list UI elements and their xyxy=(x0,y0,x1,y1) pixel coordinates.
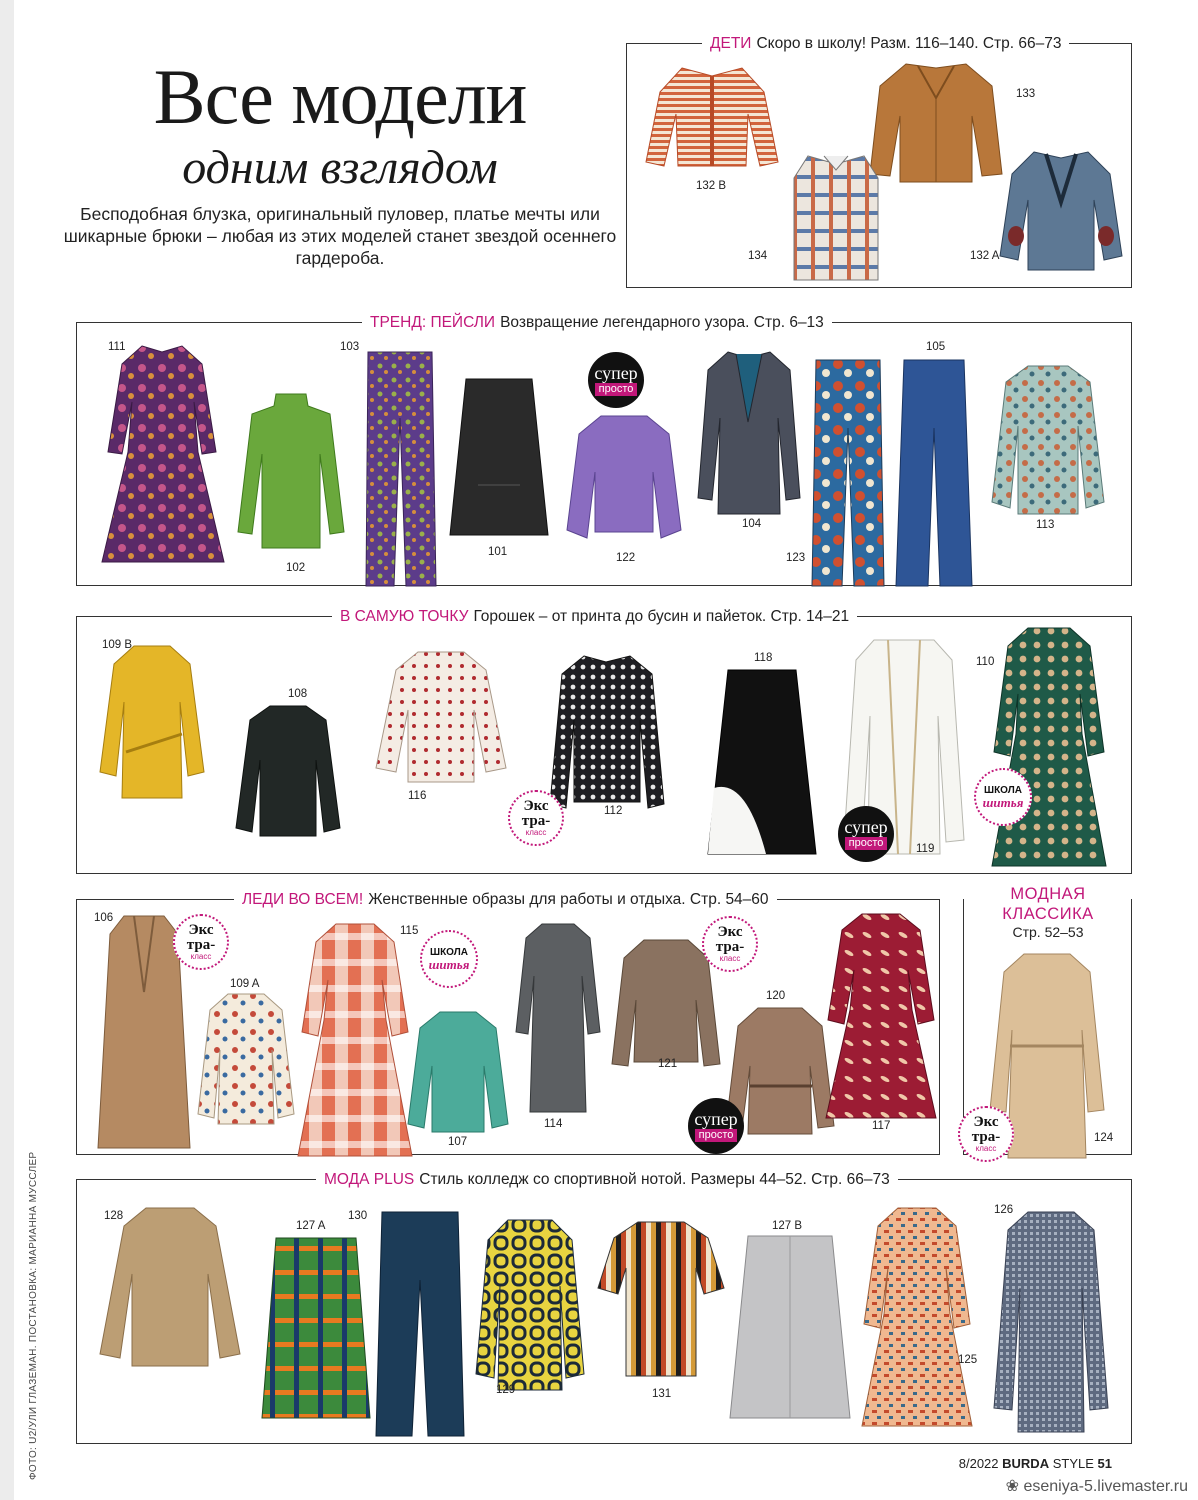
section-highlight: ТРЕНД: ПЕЙСЛИ xyxy=(370,314,496,331)
garment-112-jacket xyxy=(548,652,666,822)
badge-extra-class xyxy=(958,1106,1014,1162)
label-dots-0: 109 B xyxy=(102,639,133,651)
garment-111-dress xyxy=(96,342,228,567)
garment-127b-skirt xyxy=(728,1234,852,1422)
badge-sewing-school xyxy=(420,930,478,988)
badge-extra-mid: тра- xyxy=(971,1129,1001,1145)
garment-122-blouse xyxy=(565,412,683,544)
garment-114-dress xyxy=(510,920,606,1116)
label-plus-4: 131 xyxy=(652,1388,672,1400)
lead-paragraph: Бесподобная блузка, оригинальный пуловер, платье мечты или шикарные брюки – любая из этих моделей станет звездой осеннего гардероба. xyxy=(63,204,617,268)
label-kids-2: 134 xyxy=(748,250,768,262)
label-paisley-5: 104 xyxy=(742,518,762,530)
photo-credit: ФОТО: U2/УЛИ ГЛАЗЕМАН. ПОСТАНОВКА: МАРИАННА МУССЛЕР xyxy=(28,1151,39,1480)
garment-125-dress xyxy=(858,1204,976,1430)
garment-102-turtleneck xyxy=(232,392,350,552)
badge-extra-class xyxy=(702,916,758,972)
label-paisley-0: 111 xyxy=(108,341,126,353)
badge-extra-mid: тра- xyxy=(715,939,745,955)
garment-130-trousers xyxy=(374,1210,466,1440)
garment-126-coat xyxy=(988,1208,1114,1436)
badge-super-bottom: просто xyxy=(695,1129,738,1142)
label-classics-0: 124 xyxy=(1094,1132,1114,1144)
badge-extra-bottom: класс xyxy=(719,954,741,963)
classics-line2: КЛАССИКА xyxy=(1002,905,1094,923)
section-text: Скоро в школу! Разм. 116–140. Стр. 66–73 xyxy=(756,35,1062,52)
label-dots-6: 110 xyxy=(976,656,995,668)
label-plus-7: 126 xyxy=(994,1204,1014,1216)
garment-123-trousers xyxy=(810,358,886,590)
garment-134-vest xyxy=(786,150,886,285)
label-ladies-5: 121 xyxy=(658,1058,678,1070)
label-plus-6: 125 xyxy=(958,1354,978,1366)
label-paisley-2: 103 xyxy=(340,341,360,353)
label-paisley-4: 122 xyxy=(616,552,636,564)
badge-extra-class xyxy=(173,914,229,970)
garment-131-top xyxy=(596,1218,726,1380)
label-plus-3: 129 xyxy=(496,1384,516,1396)
badge-extra-top: Экс xyxy=(188,922,214,938)
badge-school-bottom: шитья xyxy=(428,956,470,972)
label-dots-5: 119 xyxy=(916,843,935,855)
badge-sewing-school xyxy=(974,768,1032,826)
label-ladies-6: 120 xyxy=(766,990,786,1002)
page-gutter xyxy=(0,0,14,1500)
watermark: ❀ eseniya-5.livemaster.ru xyxy=(1005,1478,1188,1495)
garment-101-skirt xyxy=(448,375,550,540)
label-ladies-2: 115 xyxy=(400,925,419,937)
garment-117-dress xyxy=(824,910,938,1122)
badge-school-bottom: шитья xyxy=(982,794,1024,810)
classics-line1: МОДНАЯ xyxy=(1010,885,1086,903)
badge-super-top: супер xyxy=(844,817,888,837)
garment-132a-cardigan xyxy=(996,146,1126,274)
section-highlight: МОДА PLUS xyxy=(324,1171,415,1188)
garment-105-jeans xyxy=(894,358,974,590)
label-ladies-0: 106 xyxy=(94,912,114,924)
badge-school-top: ШКОЛА xyxy=(984,784,1022,796)
label-plus-0: 128 xyxy=(104,1210,124,1222)
page-title: Все модели xyxy=(153,53,527,140)
badge-extra-top: Экс xyxy=(717,924,743,940)
badge-super-easy xyxy=(838,806,894,862)
section-highlight: В САМУЮ ТОЧКУ xyxy=(340,608,469,625)
label-ladies-1: 109 A xyxy=(230,978,260,990)
issue-number: 8/2022 xyxy=(958,1456,999,1471)
garment-108-top xyxy=(232,702,344,842)
garment-110-dress xyxy=(988,624,1110,870)
section-text: Женственные образы для работы и отдыха. Стр. 54–60 xyxy=(368,891,769,908)
label-plus-2: 130 xyxy=(348,1210,368,1222)
garment-115-dress xyxy=(296,920,414,1160)
label-kids-1: 133 xyxy=(1016,88,1036,100)
badge-extra-mid: тра- xyxy=(521,813,551,829)
page-folio xyxy=(959,1456,1112,1471)
garment-109a-blouse xyxy=(194,990,298,1130)
label-paisley-8: 113 xyxy=(1036,519,1055,531)
section-highlight: ЛЕДИ ВО ВСЕМ! xyxy=(242,891,364,908)
label-dots-4: 118 xyxy=(754,652,773,664)
brand-name: BURDA xyxy=(1002,1456,1050,1471)
badge-super-easy xyxy=(688,1098,744,1154)
badge-extra-top: Экс xyxy=(523,798,549,814)
section-ladies-header xyxy=(234,890,777,910)
garment-113-blouse xyxy=(988,362,1108,522)
garment-127a-skirt xyxy=(260,1236,372,1422)
label-kids-0: 132 B xyxy=(696,180,727,192)
page-number: 51 xyxy=(1097,1456,1112,1471)
section-text: Возвращение легендарного узора. Стр. 6–13 xyxy=(500,314,824,331)
label-kids-3: 132 A xyxy=(970,250,1000,262)
section-highlight: ДЕТИ xyxy=(710,35,752,52)
badge-extra-bottom: класс xyxy=(190,952,212,961)
section-text: Стиль колледж со спортивной нотой. Размеры 44–52. Стр. 66–73 xyxy=(419,1171,890,1188)
section-text: Горошек – от принта до бусин и пайеток. Стр. 14–21 xyxy=(473,608,850,625)
label-paisley-1: 102 xyxy=(286,562,306,574)
classics-pages: Стр. 52–53 xyxy=(1012,924,1084,940)
watermark-text: eseniya-5.livemaster.ru xyxy=(1023,1478,1188,1495)
label-paisley-7: 105 xyxy=(926,341,946,353)
label-ladies-7: 117 xyxy=(872,1120,891,1132)
label-plus-5: 127 B xyxy=(772,1220,803,1232)
badge-extra-top: Экс xyxy=(973,1114,999,1130)
badge-extra-class xyxy=(508,790,564,846)
badge-super-easy xyxy=(588,352,644,408)
label-dots-3: 112 xyxy=(604,805,623,817)
label-dots-1: 108 xyxy=(288,688,308,700)
garment-132b-cardigan xyxy=(642,62,782,172)
section-classics-header xyxy=(968,884,1128,940)
badge-extra-bottom: класс xyxy=(975,1144,997,1153)
badge-super-bottom: просто xyxy=(595,383,638,396)
section-plus-header xyxy=(316,1170,898,1190)
garment-116-blouse xyxy=(372,648,510,788)
garment-107-top xyxy=(404,1008,512,1136)
garment-118-skirt xyxy=(706,668,818,858)
garment-109b-blouse xyxy=(96,642,208,804)
garment-104-blazer xyxy=(696,348,802,518)
garment-129-hoodie xyxy=(474,1216,586,1394)
label-dots-2: 116 xyxy=(408,790,427,802)
badge-super-top: супер xyxy=(594,363,638,383)
badge-school-top: ШКОЛА xyxy=(430,946,468,958)
garment-133-jacket xyxy=(866,58,1006,188)
badge-extra-mid: тра- xyxy=(186,937,216,953)
badge-super-top: супер xyxy=(694,1109,738,1129)
label-ladies-4: 114 xyxy=(544,1118,563,1130)
brand-suffix: STYLE xyxy=(1052,1456,1094,1471)
label-plus-1: 127 A xyxy=(296,1220,326,1232)
label-ladies-3: 107 xyxy=(448,1136,468,1148)
section-kids-header xyxy=(702,34,1069,54)
label-paisley-3: 101 xyxy=(488,546,508,558)
garment-128-anorak xyxy=(96,1204,244,1370)
label-paisley-6: 123 xyxy=(786,552,806,564)
section-paisley-header xyxy=(362,313,832,333)
badge-super-bottom: просто xyxy=(845,837,888,850)
badge-extra-bottom: класс xyxy=(525,828,547,837)
garment-103-trousers xyxy=(362,348,438,590)
page-subtitle: одним взглядом xyxy=(182,141,498,194)
section-dots-header xyxy=(332,607,857,627)
